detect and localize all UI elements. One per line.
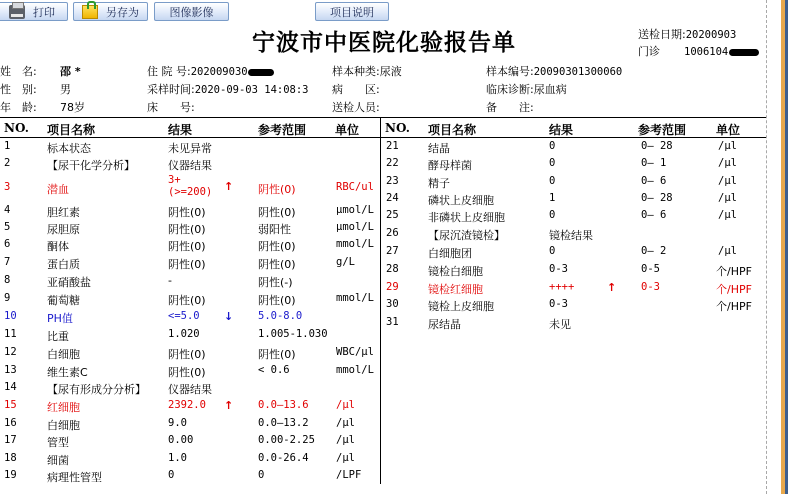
print-button[interactable] — [0, 2, 68, 21]
row-unit: mmol/L — [336, 292, 374, 304]
row-unit: 个/HPF — [716, 283, 752, 296]
row-no: 19 — [4, 469, 17, 481]
redacted-mark — [729, 49, 759, 56]
patient-age — [0, 99, 85, 115]
row-unit: /μl — [718, 209, 737, 221]
row-unit: μmol/L — [336, 221, 374, 233]
sample-number — [486, 63, 622, 79]
row-range: 弱阳性 — [258, 223, 291, 236]
row-name: 尿结晶 — [428, 318, 461, 331]
row-name: 亚硝酸盐 — [47, 276, 91, 289]
row-name: 病理性管型 — [47, 471, 102, 484]
row-range: 0 — [258, 469, 265, 481]
row-range: 5.0-8.0 — [258, 310, 303, 322]
row-name: 尿胆原 — [47, 223, 80, 236]
down-arrow-icon: ↓ — [224, 310, 234, 323]
diagnosis-value: 尿血病 — [533, 83, 567, 96]
patient-name — [0, 63, 81, 79]
row-unit: g/L — [336, 256, 355, 268]
row-no: 3 — [4, 181, 11, 193]
row-no: 22 — [386, 157, 399, 169]
row-result: - — [168, 274, 172, 287]
row-range: 阴性(0) — [258, 240, 296, 253]
row-range: 阴性(0) — [258, 183, 296, 196]
row-result: 0 — [549, 157, 556, 169]
table-row — [0, 469, 380, 486]
table-row — [0, 417, 380, 434]
table-row-abnormal — [0, 399, 380, 416]
page-edge-divider — [766, 0, 767, 494]
row-name: 潜血 — [47, 183, 69, 196]
table-row — [0, 346, 380, 363]
row-result: 阴性(0) — [168, 348, 206, 361]
row-result: 9.0 — [168, 417, 187, 429]
row-no: 2 — [4, 157, 11, 169]
row-name: 【尿干化学分析】 — [47, 159, 135, 172]
row-no: 14 — [4, 381, 17, 393]
sample-number-label: 样本编号: — [486, 65, 534, 78]
row-unit: 个/HPF — [716, 300, 752, 313]
row-name: 细菌 — [47, 454, 69, 467]
row-result: 阴性(0) — [168, 294, 206, 307]
row-result: 阴性(0) — [168, 240, 206, 253]
row-result: 阴性(0) — [168, 258, 206, 271]
patient-gender — [0, 81, 71, 97]
bed-label: 床 号: — [147, 101, 195, 114]
admission-number — [147, 63, 274, 79]
row-unit: mmol/L — [336, 364, 374, 376]
table-row — [0, 140, 380, 157]
send-date-value: 20200903 — [685, 29, 737, 41]
row-result: 3+ — [168, 174, 181, 186]
row-range: 阴性(0) — [258, 258, 296, 271]
toolbar — [0, 0, 760, 24]
table-row — [0, 364, 380, 381]
table-row — [381, 298, 761, 315]
table-row — [0, 238, 380, 255]
header-range: 参考范围 — [258, 123, 307, 137]
row-unit: 个/HPF — [716, 265, 752, 278]
sample-time — [147, 81, 309, 97]
row-no: 25 — [386, 209, 399, 221]
row-result: 仪器结果 — [168, 159, 212, 172]
header-result: 结果 — [168, 123, 193, 137]
row-no: 30 — [386, 298, 399, 310]
header-no: NO. — [385, 121, 410, 135]
row-unit: /LPF — [336, 469, 362, 481]
image-button[interactable] — [154, 2, 229, 21]
header-range: 参考范围 — [638, 123, 687, 137]
redacted-mark — [248, 69, 274, 76]
row-unit: /μl — [336, 434, 355, 446]
row-range: 0— 28 — [641, 140, 673, 152]
table-row — [0, 452, 380, 469]
row-no: 1 — [4, 140, 11, 152]
up-arrow-icon: ↑ — [224, 399, 234, 412]
row-result: 0-3 — [549, 263, 568, 275]
printer-icon — [9, 5, 25, 19]
row-name: 比重 — [47, 330, 69, 343]
row-result: 0 — [549, 175, 556, 187]
ward-label: 病 区: — [332, 83, 380, 96]
row-name: 镜检红细胞 — [428, 283, 483, 296]
row-no: 10 — [4, 310, 17, 322]
sample-time-value: 2020-09-03 14:08:3 — [194, 84, 309, 96]
row-unit: /μl — [718, 140, 737, 152]
print-label: 打印 — [33, 5, 55, 19]
row-range: 0— 28 — [641, 192, 673, 204]
row-unit: μmol/L — [336, 204, 374, 216]
sample-time-label: 采样时间: — [147, 83, 195, 96]
table-row — [381, 227, 761, 244]
admission-label: 住 院 号: — [147, 65, 191, 78]
save-as-button[interactable] — [73, 2, 148, 21]
row-name: 酵母样菌 — [428, 159, 472, 172]
up-arrow-icon: ↑ — [224, 180, 234, 193]
outpatient-id: 1006104 — [684, 46, 729, 58]
table-row — [381, 263, 761, 280]
table-row — [0, 274, 380, 291]
table-row — [0, 221, 380, 238]
remark — [486, 99, 534, 115]
report-title: 宁波市中医院化验报告单 — [252, 29, 516, 56]
row-result: 阴性(0) — [168, 366, 206, 379]
table-row — [381, 316, 761, 333]
row-range: 阴性(0) — [258, 206, 296, 219]
item-description-button[interactable] — [315, 2, 389, 21]
row-range: 阴性(-) — [258, 276, 293, 289]
table-row — [0, 381, 380, 398]
row-no: 18 — [4, 452, 17, 464]
row-range: 0.0-26.4 — [258, 452, 309, 464]
row-result: 1.020 — [168, 328, 200, 340]
row-name: 【尿有形成分分析】 — [47, 383, 146, 396]
outpatient-label: 门诊 — [638, 45, 660, 58]
row-no: 23 — [386, 175, 399, 187]
row-name: PH值 — [47, 312, 73, 325]
row-no: 13 — [4, 364, 17, 376]
header-no: NO. — [4, 121, 29, 135]
row-unit: WBC/μl — [336, 346, 374, 358]
header-unit: 单位 — [716, 123, 741, 137]
clinical-diagnosis — [486, 81, 567, 97]
row-no: 24 — [386, 192, 399, 204]
row-name: 红细胞 — [47, 401, 80, 414]
row-no: 7 — [4, 256, 11, 268]
sample-type — [332, 63, 402, 79]
row-result: 0.00 — [168, 434, 194, 446]
row-result: 未见 — [549, 318, 571, 331]
row-name: 酮体 — [47, 240, 69, 253]
row-no: 9 — [4, 292, 11, 304]
age-label: 年 龄: — [0, 101, 37, 114]
row-unit: /μl — [718, 245, 737, 257]
row-range: < 0.6 — [258, 364, 290, 376]
table-row — [381, 192, 761, 209]
row-no: 28 — [386, 263, 399, 275]
row-name: 镜检上皮细胞 — [428, 300, 494, 313]
row-no: 12 — [4, 346, 17, 358]
sample-type-label: 样本种类: — [332, 65, 380, 78]
row-no: 6 — [4, 238, 11, 250]
row-range: 阴性(0) — [258, 294, 296, 307]
row-result: 仪器结果 — [168, 383, 212, 396]
row-range: 0.00-2.25 — [258, 434, 315, 446]
header-name: 项目名称 — [47, 123, 96, 137]
row-range: 1.005-1.030 — [258, 328, 328, 340]
sender — [332, 99, 380, 115]
row-name: 磷状上皮细胞 — [428, 194, 494, 207]
header-result: 结果 — [549, 123, 574, 137]
row-result: 0 — [549, 140, 556, 152]
row-range: 0— 6 — [641, 209, 667, 221]
table-row — [0, 256, 380, 273]
bed-number — [147, 99, 195, 115]
age-value: 78岁 — [60, 101, 85, 114]
table-row — [0, 157, 380, 174]
name-label: 姓 名: — [0, 65, 37, 78]
row-name: 白细胞 — [47, 419, 80, 432]
row-result: 阴性(0) — [168, 223, 206, 236]
row-result: 1.0 — [168, 452, 187, 464]
row-name: 胆红素 — [47, 206, 80, 219]
table-row-abnormal — [0, 310, 380, 327]
table-row-abnormal — [381, 281, 761, 298]
row-range: 0.0—13.6 — [258, 399, 309, 411]
row-result: 未见异常 — [168, 142, 212, 155]
table-row — [0, 204, 380, 221]
row-unit: /μl — [336, 399, 355, 411]
row-name: 结晶 — [428, 142, 450, 155]
table-row — [381, 209, 761, 226]
row-unit: RBC/ul — [336, 181, 374, 193]
row-result: 0 — [168, 469, 175, 481]
row-result: <=5.0 — [168, 310, 200, 322]
row-no: 8 — [4, 274, 11, 286]
row-range: 0— 6 — [641, 175, 667, 187]
send-date-label: 送检日期: — [638, 28, 686, 41]
row-result: 0 — [549, 209, 556, 221]
sender-label: 送检人员: — [332, 101, 380, 114]
row-range: 0.0—13.2 — [258, 417, 309, 429]
row-unit: /μl — [718, 157, 737, 169]
table-row — [0, 328, 380, 345]
row-no: 27 — [386, 245, 399, 257]
row-range: 0— 2 — [641, 245, 667, 257]
sample-number-value: 20090301300060 — [533, 66, 623, 78]
row-result: ++++ — [549, 281, 575, 293]
row-name: 标本状态 — [47, 142, 91, 155]
table-row — [381, 140, 761, 157]
row-result: 1 — [549, 192, 556, 204]
row-name: 白细胞 — [47, 348, 80, 361]
row-unit: /μl — [718, 175, 737, 187]
row-unit: mmol/L — [336, 238, 374, 250]
table-row — [381, 245, 761, 262]
row-result: 镜检结果 — [549, 229, 593, 242]
row-unit: /μl — [336, 452, 355, 464]
folder-icon — [82, 5, 98, 19]
row-unit: /μl — [718, 192, 737, 204]
diagnosis-label: 临床诊断: — [486, 83, 534, 96]
row-result: 0 — [549, 245, 556, 257]
outpatient — [638, 43, 759, 59]
item-description-label: 项目说明 — [330, 5, 374, 19]
table-row — [0, 292, 380, 309]
header-unit: 单位 — [335, 123, 360, 137]
table-row — [0, 434, 380, 451]
row-result: 阴性(0) — [168, 206, 206, 219]
row-no: 15 — [4, 399, 17, 411]
table-top-border — [0, 117, 766, 118]
row-no: 5 — [4, 221, 11, 233]
row-no: 4 — [4, 204, 11, 216]
gender-value: 男 — [60, 83, 71, 96]
row-result: 0-3 — [549, 298, 568, 310]
row-name: 葡萄糖 — [47, 294, 80, 307]
table-row — [381, 157, 761, 174]
row-no: 26 — [386, 227, 399, 239]
row-name: 维生素C — [47, 366, 88, 379]
row-range: 0-3 — [641, 281, 660, 293]
row-name: 白细胞团 — [428, 247, 472, 260]
row-no: 31 — [386, 316, 399, 328]
row-name: 精子 — [428, 177, 450, 190]
row-no: 17 — [4, 434, 17, 446]
up-arrow-icon: ↑ — [607, 281, 617, 294]
sample-type-value: 尿液 — [379, 65, 402, 78]
row-unit: /μl — [336, 417, 355, 429]
row-name: 【尿沉渣镜检】 — [428, 229, 505, 242]
row-no: 11 — [4, 328, 17, 340]
save-as-label: 另存为 — [106, 5, 139, 19]
admission-value: 202009030 — [190, 66, 248, 78]
row-name: 蛋白质 — [47, 258, 80, 271]
row-name: 管型 — [47, 436, 69, 449]
image-label: 图像影像 — [169, 5, 214, 19]
row-name: 镜检白细胞 — [428, 265, 483, 278]
remark-label: 备 注: — [486, 101, 534, 114]
ward — [332, 81, 380, 97]
row-result: 2392.0 — [168, 399, 206, 411]
gender-label: 性 别: — [0, 83, 37, 96]
row-range: 阴性(0) — [258, 348, 296, 361]
row-no: 16 — [4, 417, 17, 429]
name-value: 邵 * — [60, 65, 81, 78]
row-result-detail: (>=200) — [168, 186, 213, 198]
table-row — [381, 175, 761, 192]
send-date — [638, 26, 736, 42]
window-border — [785, 0, 788, 494]
row-name: 非磷状上皮细胞 — [428, 211, 505, 224]
header-name: 项目名称 — [428, 123, 477, 137]
row-range: 0-5 — [641, 263, 660, 275]
row-range: 0— 1 — [641, 157, 667, 169]
row-no: 21 — [386, 140, 399, 152]
table-row-abnormal — [0, 174, 380, 202]
row-no: 29 — [386, 281, 399, 293]
